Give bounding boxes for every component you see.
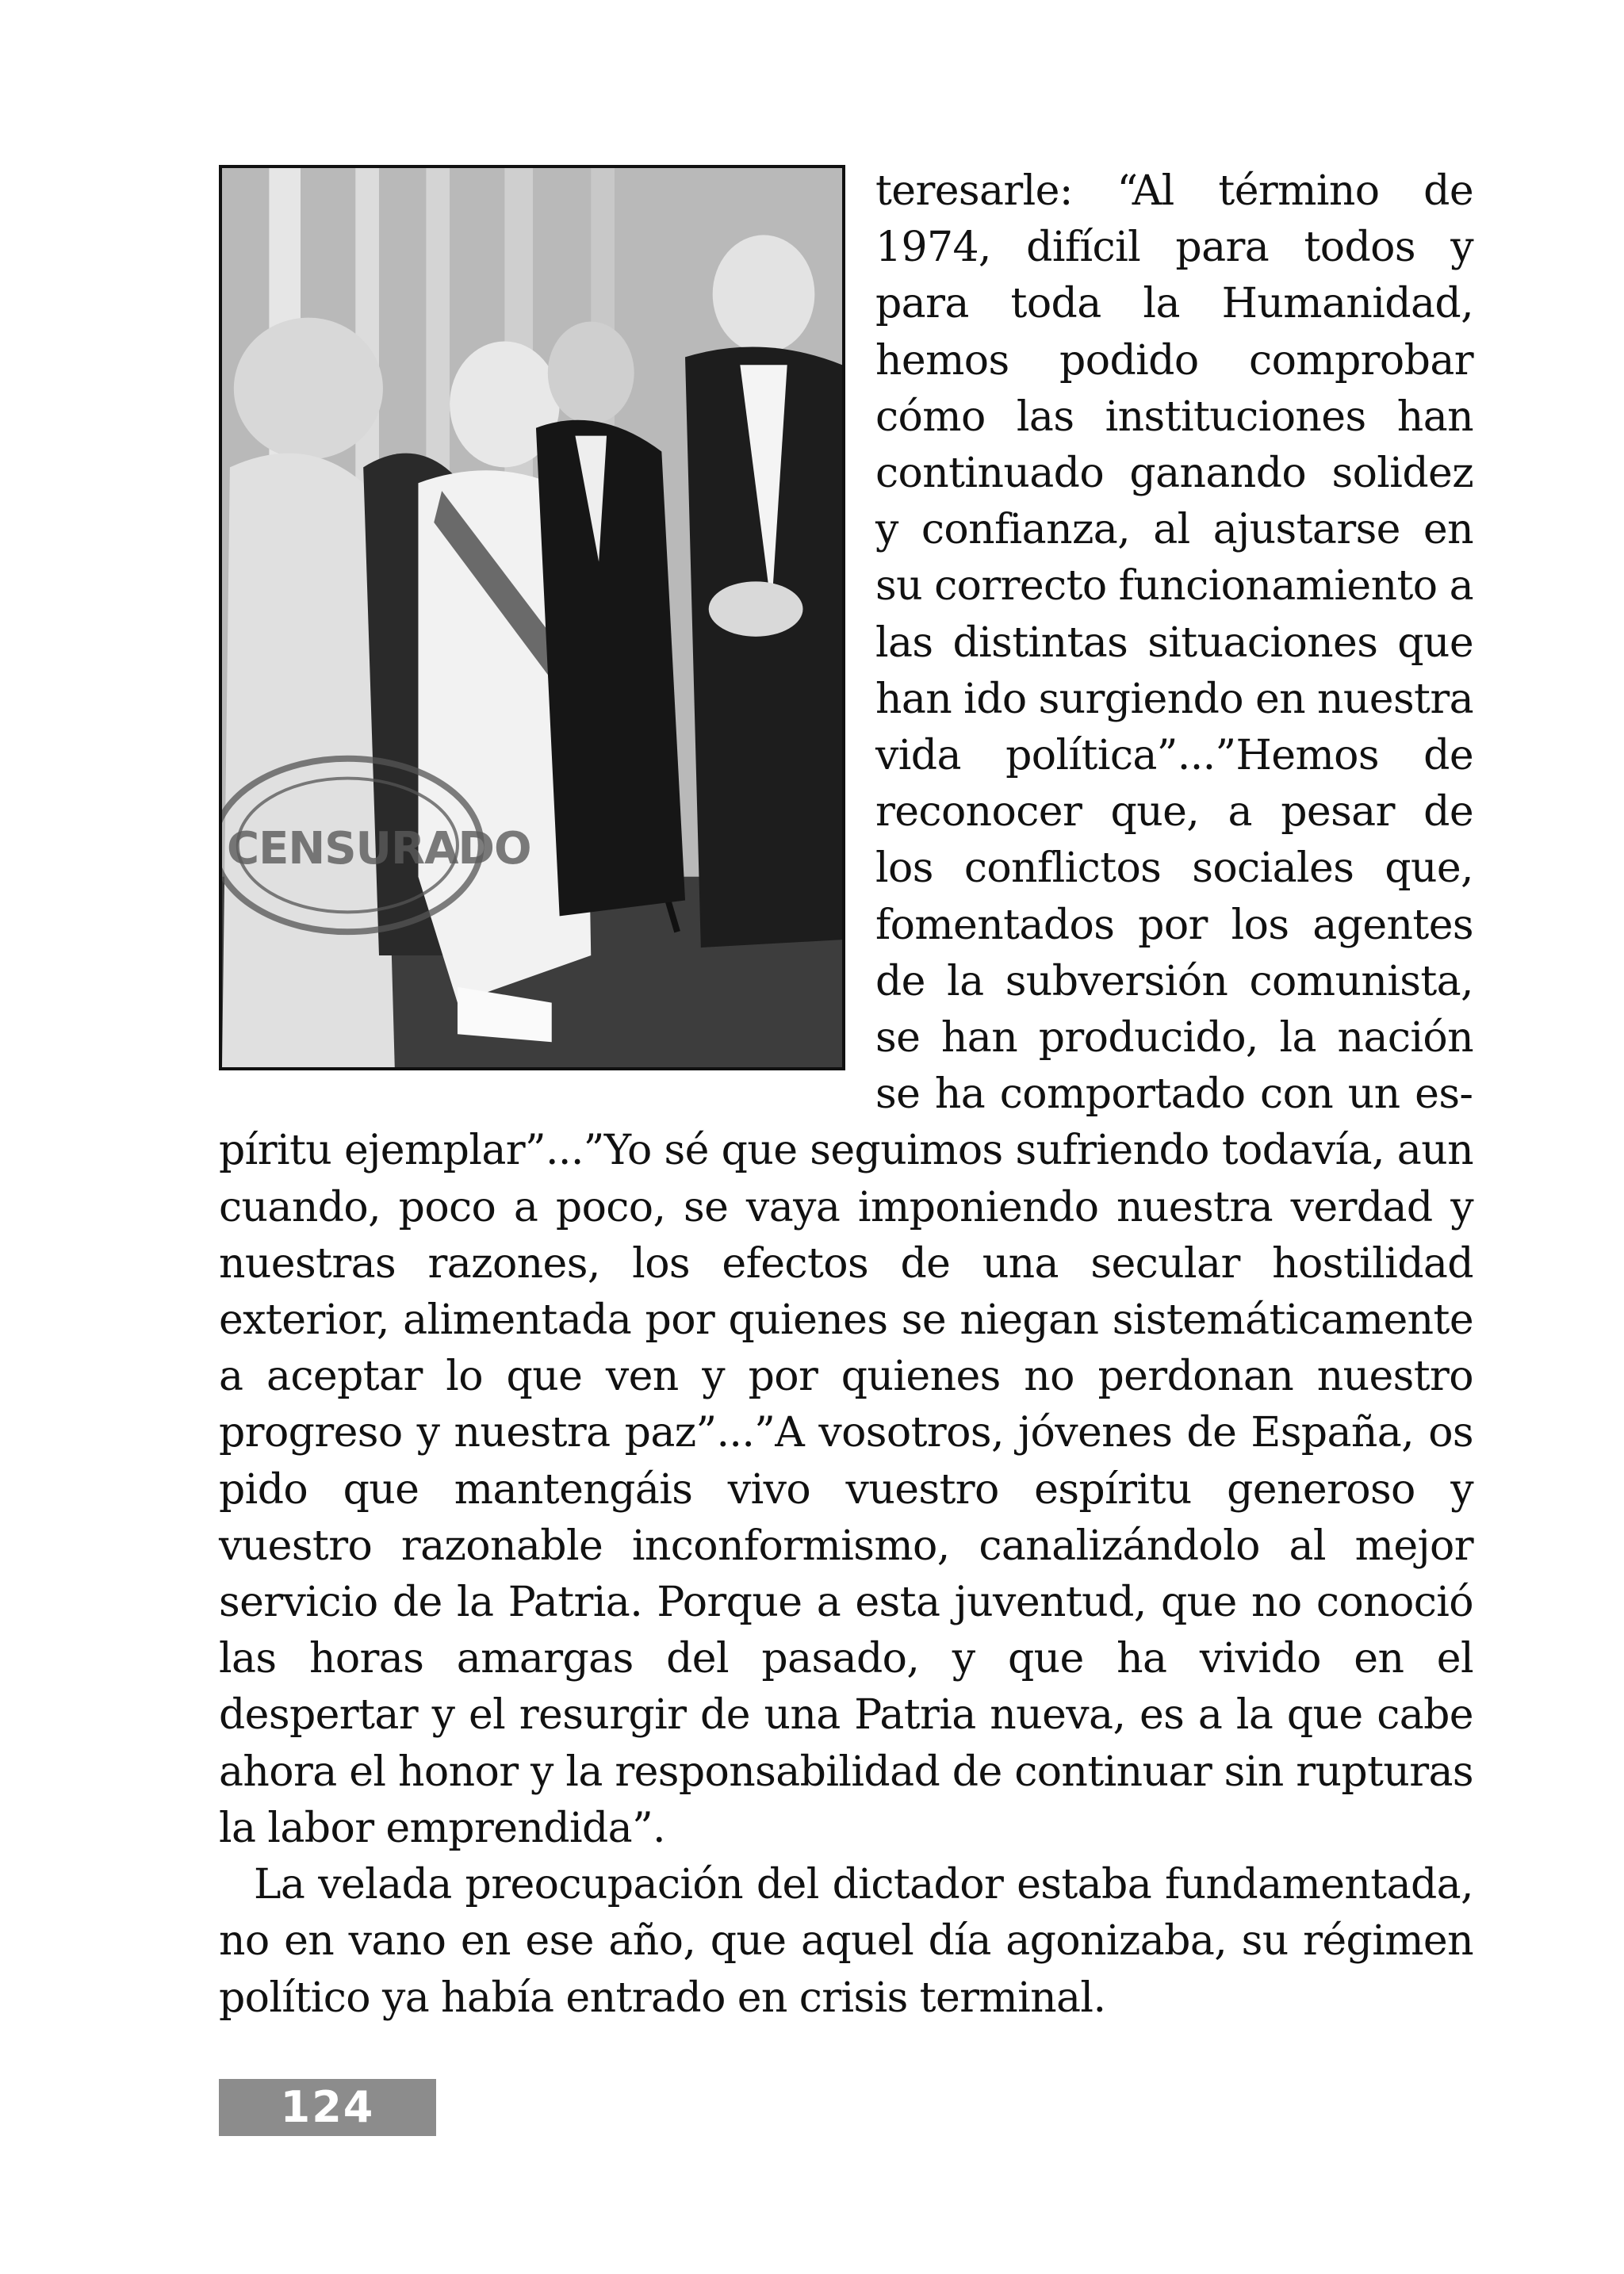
watermark-stamp: CENSURADO [227,823,531,875]
photo-illustration [222,168,842,1067]
historical-photo [219,165,845,1070]
body-paragraph-1: teresarle: “Al término de 1974, difícil para todos y para toda la Humanidad, hemos podido comprobar cómo las instituciones han continuado ganando solidez y confianza, al ajustarse en su correcto funcionamiento a las distintas situaciones que han ido surgiendo en nuestra vida política”...”Hemos de reconocer que, a pesar de los conflictos sociales que, fomentados por los agentes de la subversión comunista, se han producido, la nación se ha comportado con un espíritu ejemplar”...”Yo sé que seguimos sufriendo todavía, aun cuando, poco a poco, se vaya imponiendo nuestra verdad y nuestras razones, los efectos de una secular hostilidad exterior, alimentada por quienes se niegan sistemáticamente a aceptar lo que ven y por quienes no perdonan nuestro progreso y nuestra paz”...”A vosotros, jóvenes de España, os pido que mantengáis vivo vuestro espíritu generoso y vuestro razonable inconformismo, canalizándolo al mejor servicio de la Patria. Porque a esta juventud, que no conoció las horas amargas del pasado, y que ha vivido en el despertar y el resurgir de una Patria nueva, es a la que cabe ahora el honor y la responsabilidad de continuar sin rupturas la labor emprendida”. [219,167,1473,1852]
body-paragraph-2: La velada preocupación del dictador estaba fundamentada, no en vano en ese año, que aquel día agonizaba, su régimen político ya había entrado en crisis terminal. [219,1861,1473,2022]
page-content [219,163,1473,2027]
page-number: 124 [219,2079,436,2136]
